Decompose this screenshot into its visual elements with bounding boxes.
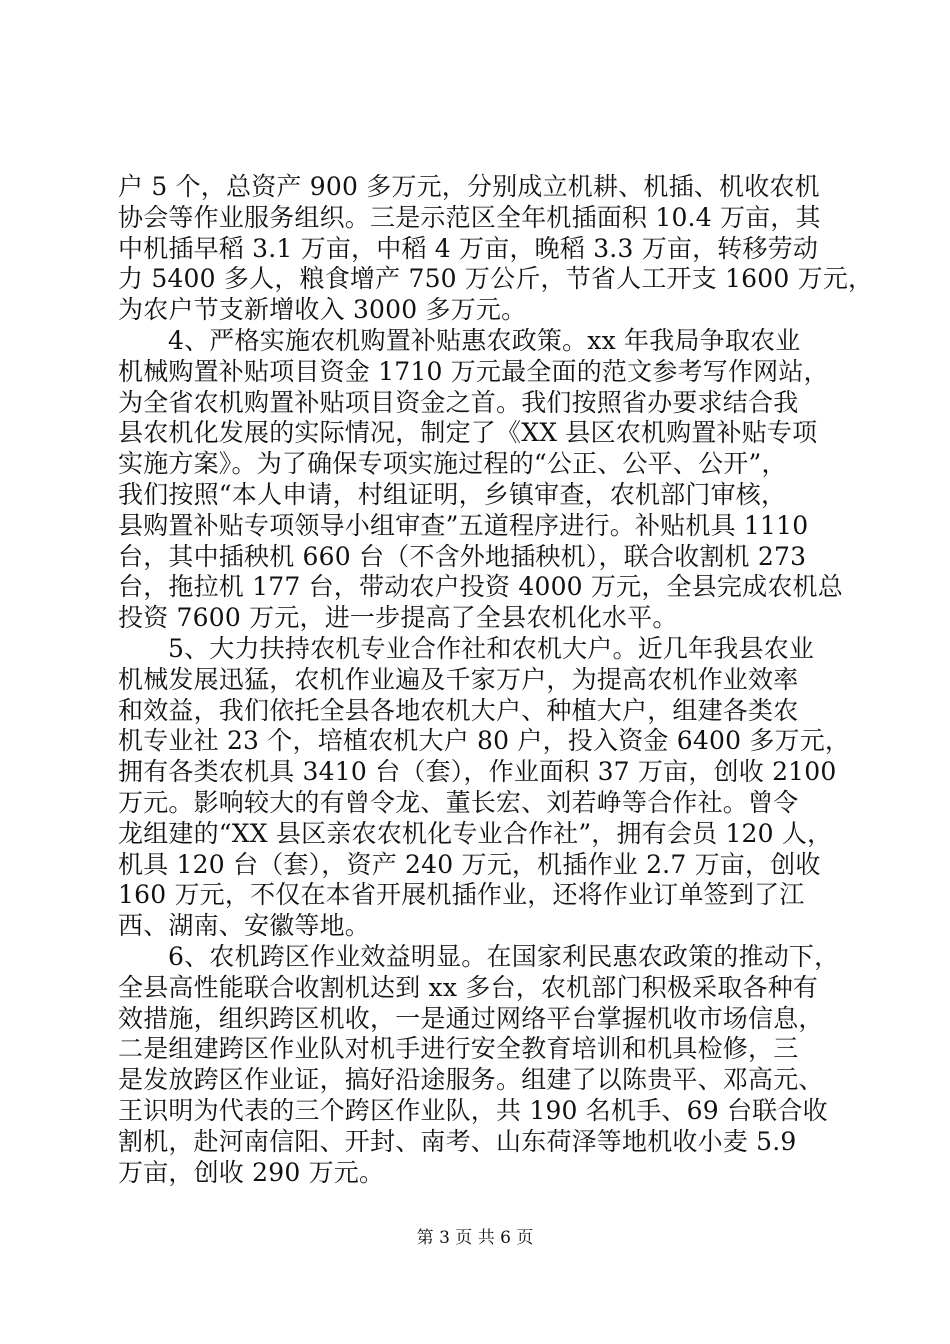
text-line: 全县高性能联合收割机达到 xx 多台，农机部门积极采取各种有 [118,972,819,1002]
text-line: 台，其中插秧机 660 台（不含外地插秧机），联合收割机 273 [118,541,807,571]
text-line: 西、湖南、安徽等地。 [118,911,371,941]
text-line: 机械购置补贴项目资金 1710 万元最全面的范文参考写作网站， [118,356,829,386]
text-line: 二是组建跨区作业队对机手进行安全教育培训和机具检修，三 [118,1034,799,1064]
text-line: 效措施，组织跨区机收，一是通过网络平台掌握机收市场信息， [118,1003,824,1033]
paragraph-first-line: 4、严格实施农机购置补贴惠农政策。xx 年我局争取农业 [168,325,801,355]
text-line: 机具 120 台（套），资产 240 万元，机插作业 2.7 万亩，创收 [118,849,821,879]
text-line: 万亩，创收 290 万元。 [118,1157,385,1187]
text-line: 为全省农机购置补贴项目资金之首。我们按照省办要求结合我 [118,387,799,417]
text-line: 拥有各类农机具 3410 台（套），作业面积 37 万亩，创收 2100 [118,757,837,787]
text-line: 割机，赴河南信阳、开封、南考、山东荷泽等地机收小麦 5.9 [118,1126,797,1156]
text-line: 实施方案》。为了确保专项实施过程的“公正、公平、公开”， [118,449,787,479]
text-line: 户 5 个，总资产 900 多万元，分别成立机耕、机插、机收农机 [118,172,820,201]
text-line: 县农机化发展的实际情况，制定了《XX 县区农机购置补贴专项 [118,418,818,448]
page-footer: 第 3 页 共 6 页 [416,1228,534,1248]
text-line: 万元。影响较大的有曾令龙、董长宏、刘若峥等合作社。曾令 [118,787,799,817]
text-line: 投资 7600 万元，进一步提高了全县农机化水平。 [118,603,678,633]
text-line: 是发放跨区作业证，搞好沿途服务。组建了以陈贵平、邓高元、 [118,1065,824,1095]
paragraph-first-line: 6、农机跨区作业效益明显。在国家利民惠农政策的推动下， [168,941,840,971]
text-line: 为农户节支新增收入 3000 多万元。 [118,295,527,325]
text-line: 王识明为代表的三个跨区作业队，共 190 名机手、69 台联合收 [118,1095,828,1125]
text-line: 中机插早稻 3.1 万亩，中稻 4 万亩，晚稻 3.3 万亩，转移劳动 [118,233,819,263]
text-line: 机专业社 23 个，培植农机大户 80 户，投入资金 6400 多万元， [118,726,851,756]
paragraph-first-line: 5、大力扶持农机专业合作社和农机大户。近几年我县农业 [168,633,815,663]
text-line: 龙组建的“XX 县区亲农农机化专业合作社”，拥有会员 120 人， [118,818,833,848]
document-body [118,172,874,1188]
text-line: 力 5400 多人，粮食增产 750 万公斤，节省人工开支 1600 万元， [118,264,874,294]
text-line: 协会等作业服务组织。三是示范区全年机插面积 10.4 万亩，其 [118,202,821,232]
text-line: 我们按照“本人申请，村组证明，乡镇审查，农机部门审核， [118,479,787,509]
text-line: 台，拖拉机 177 台，带动农户投资 4000 万元，全县完成农机总 [118,572,843,602]
text-line: 160 万元，不仅在本省开展机插作业，还将作业订单签到了江 [118,880,805,910]
text-line: 机械发展迅猛，农机作业遍及千家万户，为提高农机作业效率 [118,664,799,694]
text-line: 和效益，我们依托全县各地农机大户、种植大户，组建各类农 [118,695,799,725]
text-line: 县购置补贴专项领导小组审查”五道程序进行。补贴机具 1110 [118,510,809,540]
